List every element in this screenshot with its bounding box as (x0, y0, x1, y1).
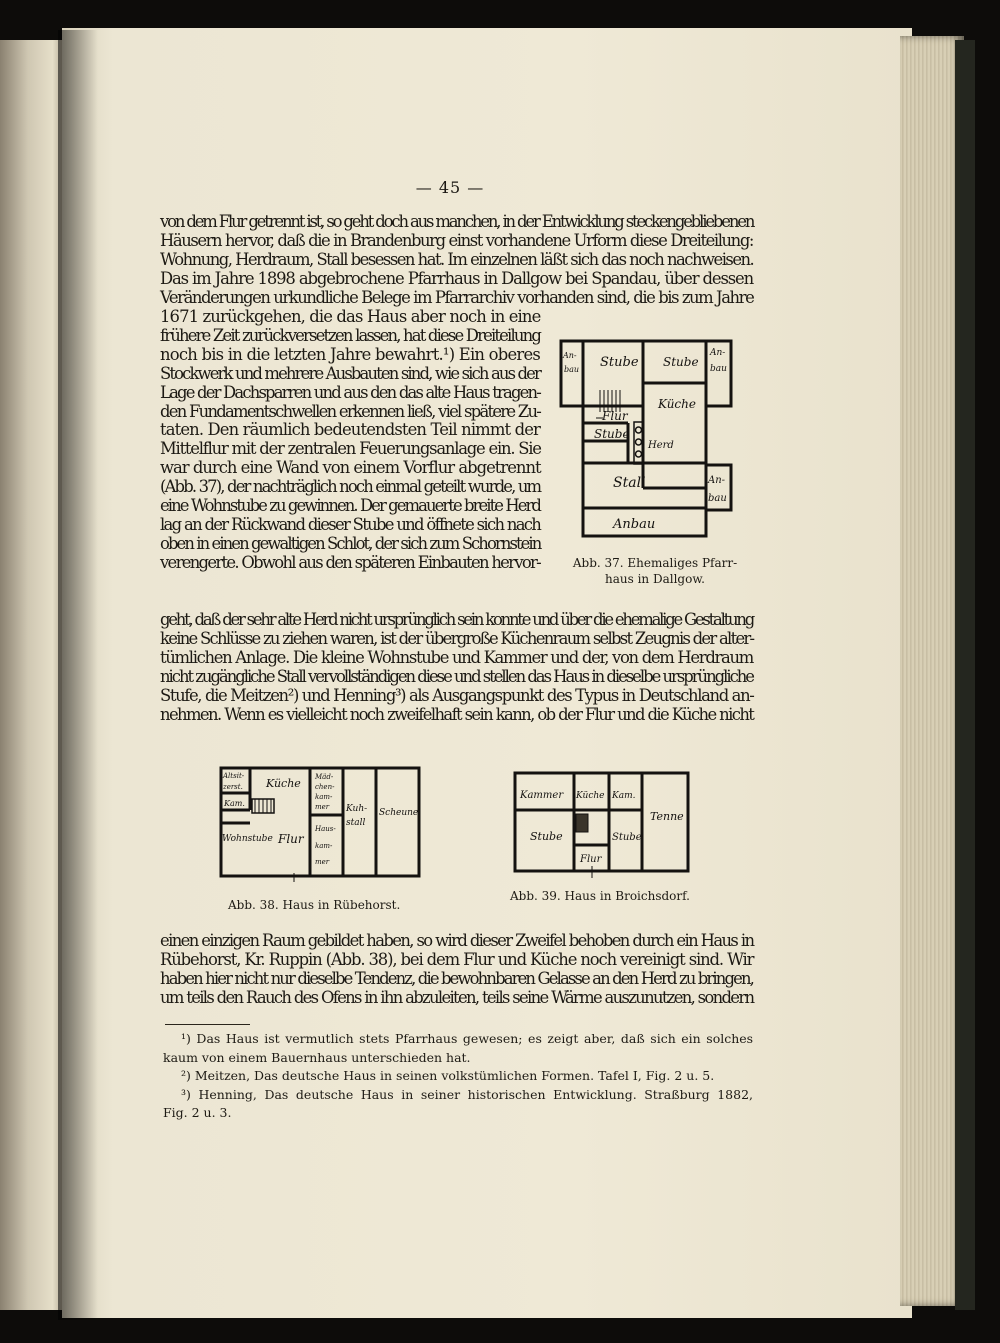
footnote-1: ¹) Das Haus ist vermutlich stets Pfarrhaus gewesen; es zeigt aber, daß sich ein solches (181, 1031, 754, 1046)
fig37-label: An- (708, 475, 726, 486)
fig38-label: Kuh- (346, 804, 368, 814)
text-line: haben hier nicht nur dieselbe Tendenz, die bewohnbaren Gelasse an den Herd zu bringen, (160, 968, 753, 988)
fig37-label: bau (564, 365, 580, 374)
figure-37-floorplan (558, 338, 738, 548)
text-line: (Abb. 37), der nachträglich noch einmal geteilt wurde, um (160, 477, 541, 497)
text-line: Veränderungen urkundliche Belege im Pfarrarchiv vorhanden sind, die bis zum Jahre (160, 287, 754, 307)
fig37-label: Anbau (613, 517, 656, 532)
text-line: geht, daß der sehr alte Herd nicht ursprünglich sein konnte und über die ehemalige Gestaltung (160, 610, 753, 629)
fig38-label: kam- (315, 842, 333, 850)
figure-39-caption: Abb. 39. Haus in Broichsdorf. (510, 889, 690, 903)
figure-39-floorplan (512, 770, 692, 882)
text-line: Rübehorst, Kr. Ruppin (Abb. 38), bei dem Flur und Küche noch vereinigt sind. Wir (160, 949, 754, 969)
fig37-label: Herd (648, 440, 674, 451)
text-line: lag an der Rückwand dieser Stube und öffnete sich nach (160, 514, 541, 534)
fig37-label: bau (710, 364, 727, 374)
spine-shadow (58, 30, 98, 1320)
fig38-label: Scheune (379, 808, 419, 818)
fig37-label: Stube (600, 355, 639, 370)
text-line: 1671 zurückgehen, die das Haus aber noch in eine (160, 307, 541, 326)
figure-38-caption: Abb. 38. Haus in Rübehorst. (228, 898, 401, 912)
figure-39-drawing (512, 770, 692, 882)
text-line: tümlichen Anlage. Die kleine Wohnstube und Kammer und der, von dem Herdraum (160, 647, 753, 667)
paragraph-c (160, 611, 753, 724)
fig37-label: An- (710, 348, 726, 358)
text-line: den Fundamentschwellen erkennen ließ, viel spätere Zu- (160, 401, 541, 421)
fig38-label: mer (315, 803, 330, 811)
text-line: oben in einen gewaltigen Schlot, der sich zum Schornstein (160, 533, 541, 553)
figure-37-drawing (558, 338, 738, 548)
fig39-label: Küche (576, 791, 605, 801)
fig37-label: bau (708, 493, 727, 504)
text-line: Mittelflur mit der zentralen Feuerungsanlage ein. Sie (160, 439, 541, 459)
fig38-label: Altsit- (223, 772, 245, 780)
text-line: von dem Flur getrennt ist, so geht doch aus manchen, in der Entwicklung steckengebliebenen (160, 212, 754, 231)
text-line: eine Wohnstube zu gewinnen. Der gemauerte breite Herd (160, 496, 540, 516)
page-number: — 45 — (415, 178, 485, 197)
book-cover (955, 40, 975, 1310)
footnote-3: ³) Henning, Das deutsche Haus in seiner historischen Entwicklung. Straßburg 1882, (181, 1086, 753, 1102)
text-line: Das im Jahre 1898 abgebrochene Pfarrhaus in Dallgow bei Spandau, über dessen (160, 268, 753, 288)
footnote-1-cont: kaum von einem Bauernhaus unterschieden hat. (163, 1049, 471, 1065)
fig38-label: Wohnstube (222, 834, 273, 844)
fig38-label: Kam. (224, 799, 245, 808)
text-line: war durch eine Wand von einem Vorflur abgetrennt (160, 458, 541, 478)
text-line: einen einzigen Raum gebildet haben, so wird dieser Zweifel behoben durch ein Haus in (160, 931, 754, 950)
text-line: nicht zugängliche Stall vervollständigen diese und stellen das Haus in dieselbe ursprüngliche (160, 666, 753, 686)
text-line: Wohnung, Herdraum, Stall besessen hat. Im einzelnen läßt sich das noch nachweisen. (160, 249, 754, 269)
fig37-label: Küche (658, 397, 696, 411)
footnote-3-cont: Fig. 2 u. 3. (163, 1105, 232, 1120)
caption-line: Abb. 37. Ehemaliges Pfarr- (572, 556, 738, 570)
fig37-label: An- (563, 351, 577, 360)
paragraph-b (160, 308, 540, 573)
fig38-label: Küche (266, 777, 301, 790)
fig37-label: Flur (602, 409, 628, 423)
fig39-label: Kam. (612, 791, 636, 801)
fig38-label: Mäd- (315, 773, 334, 781)
fig38-label: stall (346, 818, 366, 828)
left-page-edge (0, 40, 62, 1310)
text-line: Häusern hervor, daß die in Brandenburg einst vorhandene Urform diese Dreiteilung: (160, 230, 753, 250)
fig37-label: Stube (663, 355, 699, 369)
fig37-label: Stube (594, 427, 630, 441)
fig39-label: Stube (530, 830, 563, 843)
fig39-label: Kammer (520, 790, 564, 801)
fig37-label: Stall (613, 475, 646, 491)
text-line: verengerte. Obwohl aus den späteren Einbauten hervor- (160, 552, 541, 572)
fig38-label: zerst. (223, 783, 243, 791)
fig39-label: Stube (612, 832, 642, 843)
footnote-2: ²) Meitzen, Das deutsche Haus in seinen volkstümlichen Formen. Tafel I, Fig. 2 u. 5. (181, 1068, 715, 1083)
fig39-label: Tenne (650, 810, 684, 823)
text-line: nehmen. Wenn es vielleicht noch zweifelhaft sein kann, ob der Flur und die Küche nicht (160, 704, 754, 724)
fig38-label: Haus- (315, 825, 336, 833)
fig39-label: Flur (580, 854, 602, 865)
paragraph-d (160, 932, 753, 1008)
text-line: Stockwerk und mehrere Ausbauten sind, wie sich aus der (160, 363, 540, 383)
footnote-rule (165, 1024, 250, 1025)
fig38-label: kam- (315, 793, 333, 801)
figure-38-drawing (218, 765, 423, 885)
footnotes (163, 1030, 753, 1123)
caption-line: haus in Dallgow. (605, 572, 705, 586)
fig38-label: chen- (315, 783, 335, 791)
text-line: keine Schlüsse zu ziehen waren, ist der übergroße Küchenraum selbst Zeugnis der alter- (160, 628, 754, 648)
text-line: Stufe, die Meitzen²) und Henning³) als Ausgangspunkt des Typus in Deutschland an- (160, 685, 754, 705)
text-line: frühere Zeit zurückversetzen lassen, hat diese Dreiteilung (160, 325, 540, 345)
fig38-label: mer (315, 858, 330, 866)
paragraph-a (160, 213, 753, 308)
fig38-label: Flur (278, 832, 304, 846)
figure-38-floorplan (218, 765, 423, 885)
text-line: um teils den Rauch des Ofens in ihn abzuleiten, teils seine Wärme auszunutzen, sondern (160, 987, 754, 1007)
text-line: Lage der Dachsparren und aus den das alte Haus tragen- (160, 382, 540, 402)
text-line: noch bis in die letzten Jahre bewahrt.¹) Ein oberes (160, 344, 540, 364)
text-line: taten. Den räumlich bedeutendsten Teil nimmt der (160, 420, 540, 440)
figure-37-caption (560, 555, 750, 587)
